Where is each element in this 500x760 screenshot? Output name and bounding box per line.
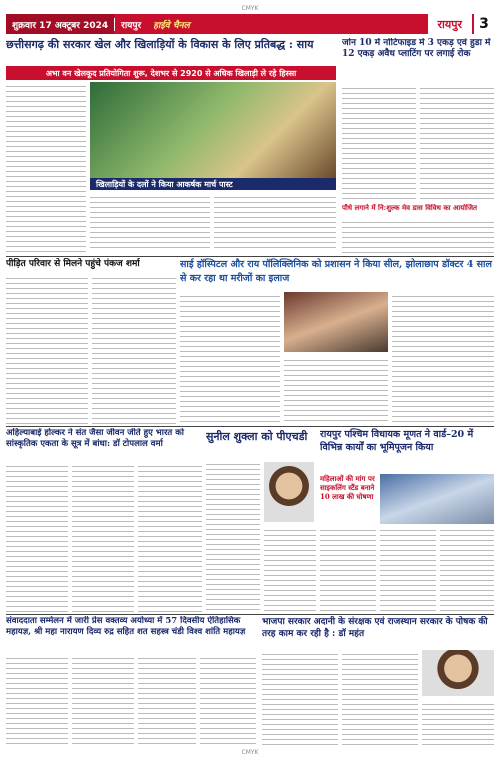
camp-body xyxy=(342,218,494,256)
lead-photo xyxy=(90,82,336,178)
lead-strap: अभा वन खेलकूद प्रतियोगिता शुरू, देशभर से 2920 से अधिक खिलाड़ी ले रहे हिस्सा xyxy=(6,66,336,80)
ward-body-col-3 xyxy=(440,526,494,612)
sunil-body-col-2 xyxy=(264,526,316,612)
peedit-body-col-2 xyxy=(92,274,176,424)
zone-headline: जोन 10 में नोटिफाइड में 3 एकड़ एवं हुडा में 12 एकड़ अवैध प्लाटिंग पर लगाई रोक xyxy=(342,38,491,59)
footer-color-label: CMYK xyxy=(241,749,259,756)
divider-2 xyxy=(6,426,494,427)
ward-photo xyxy=(380,474,494,524)
ahilya-body-col-1 xyxy=(6,462,68,612)
sai-body-col-1 xyxy=(180,292,280,424)
bhajpa-body-col-1 xyxy=(262,650,338,746)
lead-photo-caption: खिलाड़ियों के दलों ने किया आकर्षक मार्च पास्ट xyxy=(90,178,336,190)
ward-headline: रायपुर पश्चिम विधायक मूणत ने वार्ड–20 में विभिन्न कार्यों का भूमिपूजन किया xyxy=(320,429,474,453)
samvaad-body-col-2 xyxy=(72,654,134,746)
lead-body-col-2 xyxy=(90,193,210,252)
ahilya-body-col-2 xyxy=(72,462,134,612)
ward-strap: महिलाओं की मांग पर साइकलिंग स्टैंड बनाने 10 लाख की घोषणा xyxy=(320,474,375,501)
bhajpa-portrait xyxy=(422,650,494,696)
sunil-headline: सुनील शुक्ला को पीएचडी xyxy=(206,430,308,443)
camp-headline: पौधे लगाने में नि:शुल्क मेव डास विविध का आयोजित xyxy=(342,204,478,212)
sai-body-col-3 xyxy=(392,292,494,424)
bhajpa-body-col-3 xyxy=(422,700,494,746)
lead-body-col-3 xyxy=(214,193,336,252)
ward-body-col-2 xyxy=(380,526,436,612)
sai-photo xyxy=(284,292,388,352)
samvaad-body-col-1 xyxy=(6,654,68,746)
divider-3 xyxy=(6,614,494,615)
zone-body-col-2 xyxy=(420,84,494,202)
sai-body-col-2 xyxy=(284,356,388,424)
samvaad-headline: संवाददाता सम्मेलन में जारी प्रेस वक्तव्य अयोध्या में 57 दिवसीय ऐतिहासिक महायज्ञ, श्री महा नारायण दिव्य रुद्र सहित शत सहस्त्र चंडी विश्व शांति महायज्ञ xyxy=(6,616,246,637)
edition-date: शुक्रवार 17 अक्टूबर 2024 xyxy=(6,14,114,34)
ahilya-body-col-3 xyxy=(138,462,202,612)
divider-1 xyxy=(6,256,494,257)
samvaad-body-col-4 xyxy=(200,654,256,746)
sai-headline: साई हॉस्पिटल और राय पॉलिक्लिनिक को प्रशासन ने किया सील, झोलाछाप डॉक्टर 4 साल से कर रहा था मरीजों का इलाज xyxy=(180,259,492,284)
sunil-body-col-1 xyxy=(206,460,260,612)
bhajpa-body-col-2 xyxy=(342,650,418,746)
edition-city: रायपुर xyxy=(114,18,147,31)
bhajpa-headline: भाजपा सरकार अदानी के संरक्षक एवं राजस्थान सरकार के पोषक की तरह काम कर रही है : डॉ महंत xyxy=(262,617,488,639)
lead-body-col-1 xyxy=(6,82,86,252)
samvaad-body-col-3 xyxy=(138,654,196,746)
page-number: 3 xyxy=(472,14,494,34)
sunil-portrait xyxy=(264,462,314,522)
peedit-headline: पीड़ित परिवार से मिलने पहुंचे पंकज शर्मा xyxy=(6,259,140,269)
lead-headline: छत्तीसगढ़ की सरकार खेल और खिलाड़ियों के विकास के लिए प्रतिबद्ध : साय xyxy=(6,38,314,51)
section-name: रायपुर xyxy=(428,14,472,34)
ward-body-col-1 xyxy=(320,526,376,612)
masthead-bar xyxy=(6,14,494,34)
top-color-label: CMYK xyxy=(241,4,259,12)
ahilya-headline: अहिल्याबाई होल्कर ने संत जैसा जीवन जीते हुए भारत को सांस्कृतिक एकता के सूत्र में बांधा: डॉ टोपलाल वर्मा xyxy=(6,428,184,449)
peedit-body-col-1 xyxy=(6,274,88,424)
zone-body-col-1 xyxy=(342,84,416,202)
brand-name: हाईवे चैनल xyxy=(153,20,190,31)
